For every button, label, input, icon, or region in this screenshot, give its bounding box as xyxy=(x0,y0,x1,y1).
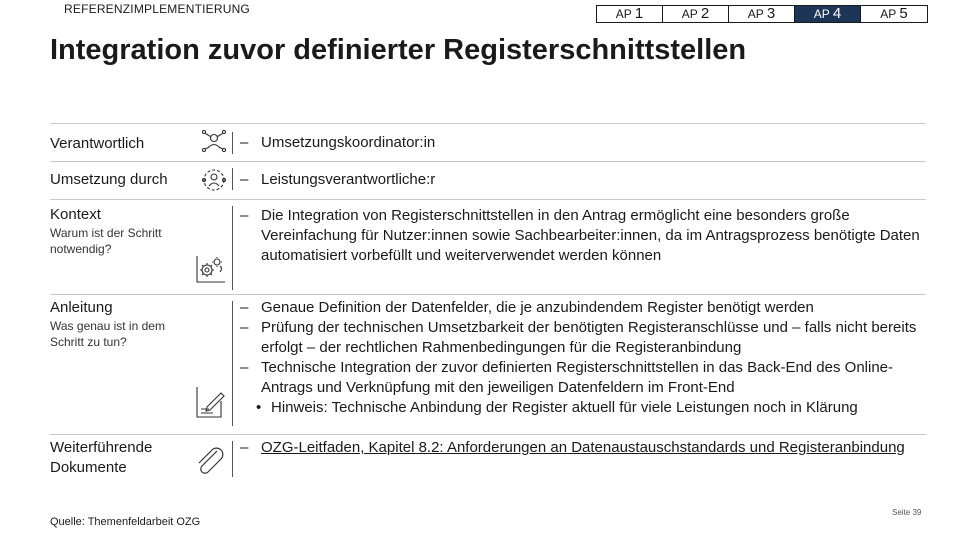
row-verantwortlich xyxy=(50,123,926,161)
ap-tabs xyxy=(596,5,928,23)
divider-line xyxy=(232,441,233,477)
page-title: Integration zuvor definierter Registerschnittstellen xyxy=(50,34,747,66)
executor-text: Leistungsverantwortliche:r xyxy=(261,171,436,188)
tab-ap-3[interactable] xyxy=(729,6,795,22)
person-network-icon xyxy=(200,128,228,161)
dot-bullet: • xyxy=(256,399,262,416)
context-text: Die Integration von Registerschnittstellen in den Antrag ermöglicht eine besonders große Vereinfachung für Nutzer:innen sowie Sachbearbeiter:innen, da im Antragsprozess benötigte Daten automatisiert vorbefüllt und weiterverwendet werden können xyxy=(261,207,920,264)
instruction-item xyxy=(240,358,920,398)
instruction-item xyxy=(240,298,920,318)
divider-line xyxy=(232,168,233,190)
instruction-text: Technische Integration der zuvor definierten Registerschnittstellen in das Back-End des Online-Antrags und Verknüpfung mit den jeweiligen Datenfeldern im Front-End xyxy=(261,359,894,396)
row-content xyxy=(240,170,920,190)
divider-line xyxy=(232,206,233,290)
row-content xyxy=(240,133,920,153)
tab-ap-4[interactable] xyxy=(795,6,861,22)
gears-lightbulb-icon xyxy=(195,250,227,289)
row-content xyxy=(240,298,920,418)
divider-line xyxy=(232,132,233,154)
tab-number: 5 xyxy=(899,5,908,22)
dash-bullet: – xyxy=(240,134,249,151)
dash-bullet: – xyxy=(240,207,249,224)
ozg-guideline-link[interactable]: OZG-Leitfaden, Kapitel 8.2: Anforderungen an Datenaustauschstandards und Registeranbindung xyxy=(261,439,905,456)
tab-ap-5[interactable] xyxy=(861,6,927,22)
row-label: Umsetzung durch xyxy=(50,171,168,188)
note-text: Hinweis: Technische Anbindung der Register aktuell für viele Leistungen noch in Klärung xyxy=(271,399,858,416)
tab-number: 3 xyxy=(766,5,776,22)
tab-number: 4 xyxy=(832,5,842,22)
row-sublabel: Was genau ist in dem Schritt zu tun? xyxy=(50,319,165,349)
row-anleitung xyxy=(50,294,926,434)
responsible-text: Umsetzungskoordinator:in xyxy=(261,134,436,151)
row-content xyxy=(240,206,920,266)
tab-prefix: AP xyxy=(615,7,632,21)
source-note: Quelle: Themenfeldarbeit OZG xyxy=(50,516,201,528)
divider-line xyxy=(232,301,233,426)
instruction-sub-item xyxy=(240,398,920,418)
tab-ap-1[interactable] xyxy=(597,6,663,22)
dash-bullet: – xyxy=(240,171,249,188)
dash-bullet: – xyxy=(240,299,249,316)
dash-bullet: – xyxy=(240,439,249,456)
dash-bullet: – xyxy=(240,359,249,376)
page-number: Seite 39 xyxy=(892,508,922,517)
instruction-text: Genaue Definition der Datenfelder, die je anzubindendem Register benötigt werden xyxy=(261,299,814,316)
instruction-item xyxy=(240,318,920,358)
tab-prefix: AP xyxy=(681,7,698,21)
row-kontext xyxy=(50,199,926,294)
tab-ap-2[interactable] xyxy=(663,6,729,22)
tab-prefix: AP xyxy=(747,7,764,21)
paperclip-icon xyxy=(193,443,227,482)
tab-prefix: AP xyxy=(880,7,897,21)
dash-bullet: – xyxy=(240,319,249,336)
section-label: REFERENZIMPLEMENTIERUNG xyxy=(64,2,250,16)
row-label: Kontext xyxy=(50,206,101,223)
row-sublabel: Warum ist der Schritt notwendig? xyxy=(50,226,162,256)
row-dokumente xyxy=(50,434,926,482)
row-umsetzung xyxy=(50,161,926,199)
tab-prefix: AP xyxy=(813,7,830,21)
row-label: Weiterführende Dokumente xyxy=(50,439,153,476)
row-label: Anleitung xyxy=(50,299,113,316)
row-content xyxy=(240,438,920,458)
row-label: Verantwortlich xyxy=(50,135,145,152)
instruction-text: Prüfung der technischen Umsetzbarkeit der benötigten Registeranschlüsse und – falls nicht bereits erfolgt – der rechtlichen Rahmenbedingungen für die Registeranbindung xyxy=(261,319,917,356)
tab-number: 2 xyxy=(700,5,710,22)
person-circle-icon xyxy=(200,166,228,199)
tab-number: 1 xyxy=(634,5,644,22)
document-pen-icon xyxy=(195,385,227,424)
